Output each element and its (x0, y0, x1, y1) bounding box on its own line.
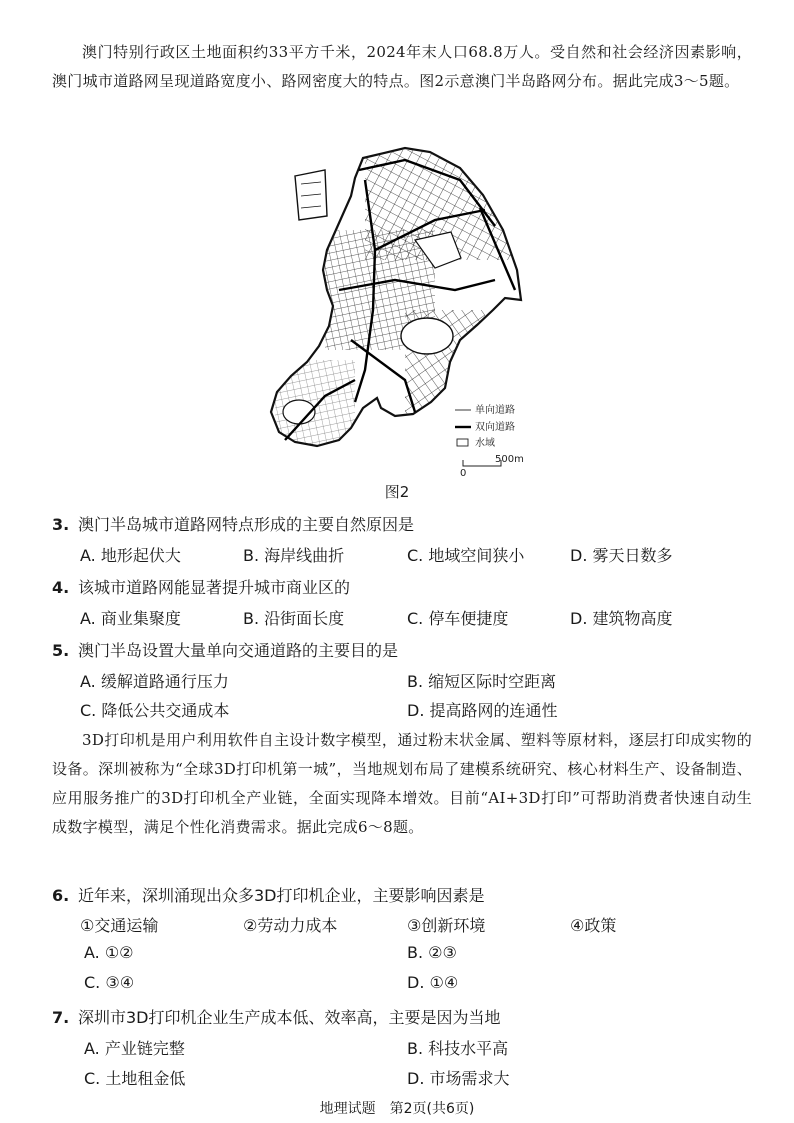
question-stem: 深圳市3D打印机企业生产成本低、效率高，主要是因为当地 (78, 1008, 501, 1027)
q7-option-c[interactable]: C. 土地租金低 (84, 1069, 186, 1088)
question-stem: 近年来，深圳涌现出众多3D打印机企业，主要影响因素是 (78, 886, 485, 905)
q6-option-b[interactable]: B. ②③ (407, 943, 457, 962)
q6-item-2: ②劳动力成本 (243, 916, 338, 935)
q5-option-a[interactable]: A. 缓解道路通行压力 (80, 672, 229, 691)
q4-option-b[interactable]: B. 沿街面长度 (243, 609, 345, 628)
question-6 (52, 883, 752, 906)
page-footer: 地理试题 第2页(共6页) (319, 1101, 475, 1117)
question-number: 4. (52, 578, 70, 597)
intro-paragraph-2: 3D打印机是用户利用软件自主设计数字模型，通过粉末状金属、塑料等原材料，逐层打印成实物的设备。深圳被称为“全球3D打印机第一城”，当地规划布局了建模系统研究、核心材料生产、设备制造、应用服务推广的3D打印机全产业链，全面实现降本增效。目前“AI+3D打印”可帮助消费者快速自动生成数字模型，满足个性化消费需求。据此完成6～8题。 (52, 731, 752, 836)
q3-option-a[interactable]: A. 地形起伏大 (80, 546, 181, 565)
question-number: 7. (52, 1008, 70, 1027)
q6-item-4: ④政策 (570, 916, 617, 935)
legend-one-way-label: 单向道路 (475, 405, 515, 416)
q4-option-a[interactable]: A. 商业集聚度 (80, 609, 181, 628)
q5-option-d[interactable]: D. 提高路网的连通性 (407, 701, 558, 720)
q6-item-1: ①交通运输 (80, 916, 159, 935)
question-number: 3. (52, 515, 70, 534)
q4-option-c[interactable]: C. 停车便捷度 (407, 609, 509, 628)
legend-water-label: 水域 (475, 438, 495, 449)
figure-caption: 图2 (384, 483, 410, 501)
lake-1 (401, 318, 453, 354)
scale-label: 500m (495, 454, 524, 465)
legend-water-icon (457, 439, 468, 446)
q6-option-c[interactable]: C. ③④ (84, 973, 135, 992)
q6-item-3: ③创新环境 (407, 916, 486, 935)
reclaimed-streets (301, 182, 321, 208)
question-5 (52, 638, 752, 661)
legend-two-way-label: 双向道路 (475, 422, 515, 433)
question-3 (52, 512, 752, 535)
q3-option-d[interactable]: D. 雾天日数多 (570, 546, 673, 565)
q6-option-a[interactable]: A. ①② (84, 943, 134, 962)
question-stem: 澳门半岛设置大量单向交通道路的主要目的是 (78, 641, 399, 660)
scale-zero: 0 (460, 468, 467, 479)
q5-option-b[interactable]: B. 缩短区际时空距离 (407, 672, 557, 691)
question-number: 5. (52, 641, 70, 660)
intro-paragraph-1: 澳门特别行政区土地面积约33平方千米，2024年末人口68.8万人。受自然和社会经济因素影响，澳门城市道路网呈现道路宽度小、路网密度大的特点。图2示意澳门半岛路网分布。据此完成3～5题。 (52, 43, 752, 90)
q7-option-a[interactable]: A. 产业链完整 (84, 1039, 185, 1058)
question-4 (52, 575, 752, 598)
question-stem: 澳门半岛城市道路网特点形成的主要自然原因是 (78, 515, 415, 534)
q6-option-d[interactable]: D. ①④ (407, 973, 459, 992)
map-legend (455, 403, 524, 479)
q5-option-c[interactable]: C. 降低公共交通成本 (80, 701, 230, 720)
question-stem: 该城市道路网能显著提升城市商业区的 (78, 578, 351, 597)
q3-option-b[interactable]: B. 海岸线曲折 (243, 546, 345, 565)
road-network-map (255, 140, 555, 480)
q4-option-d[interactable]: D. 建筑物高度 (570, 609, 673, 628)
q7-option-b[interactable]: B. 科技水平高 (407, 1039, 509, 1058)
question-7 (52, 1005, 752, 1028)
question-number: 6. (52, 886, 70, 905)
q3-option-c[interactable]: C. 地域空间狭小 (407, 546, 525, 565)
q7-option-d[interactable]: D. 市场需求大 (407, 1069, 510, 1088)
